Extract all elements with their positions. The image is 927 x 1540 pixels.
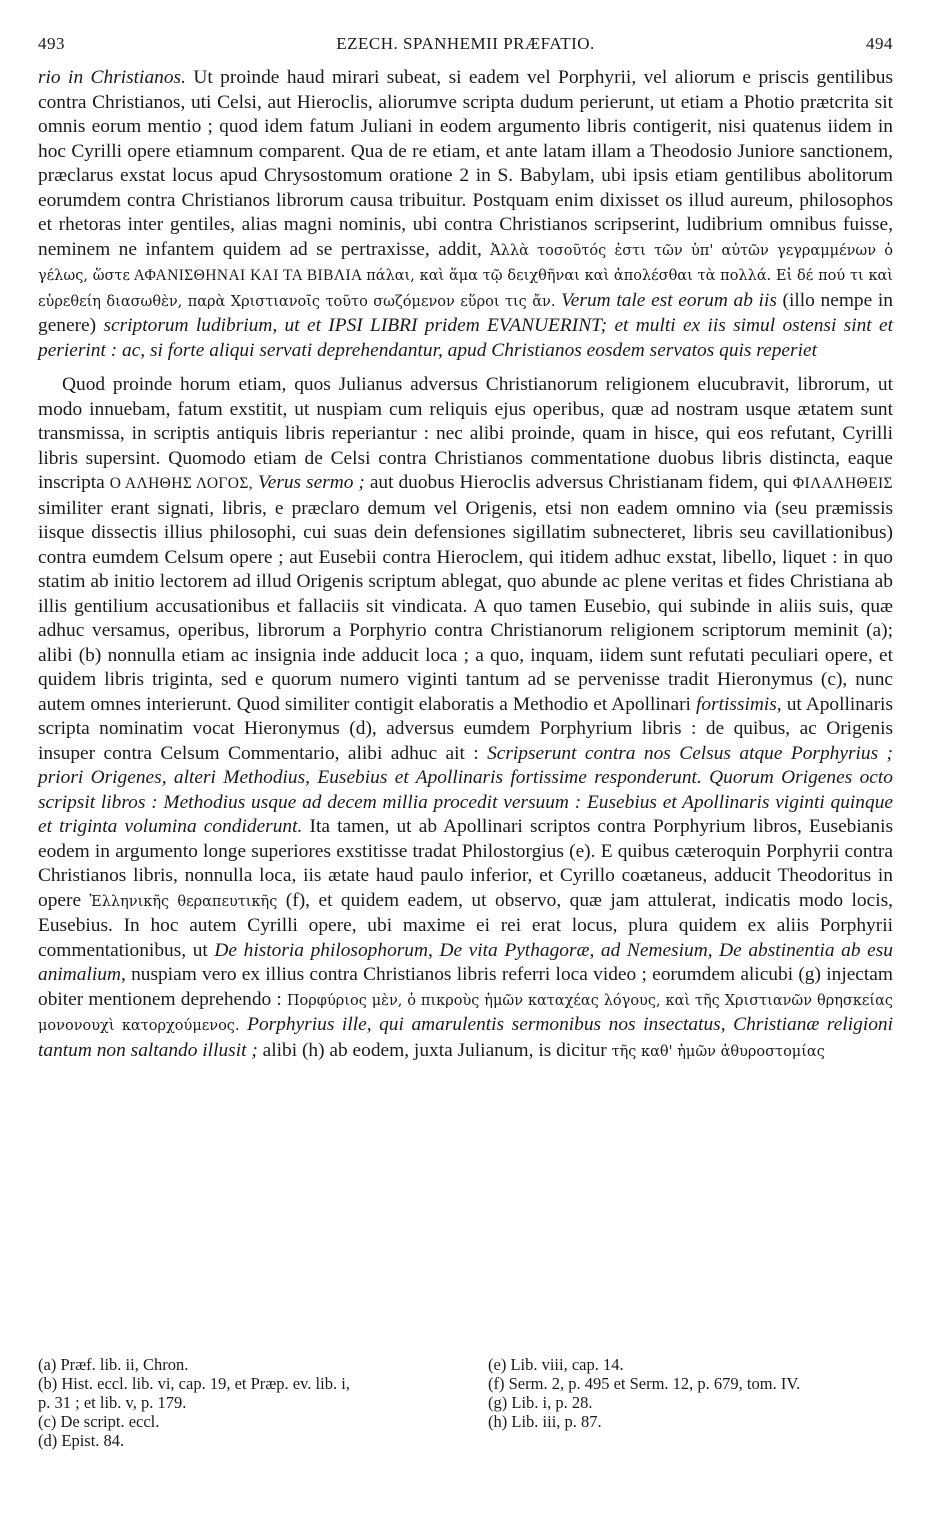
text-span: fortissimis, [695, 693, 782, 715]
footnote-e: (e) Lib. viii, cap. 14. [488, 1355, 624, 1374]
footnote-h: (h) Lib. iii, p. 87. [488, 1412, 602, 1431]
paragraph-1 [38, 66, 893, 363]
text-span: alibi (h) ab eodem, juxta Julianum, is dicitur [257, 1039, 612, 1061]
text-span: nuspiam vero ex illius contra Christianos libris referri loca video ; eorumdem alicubi (g) injectam obiter mentionem deprehendo : [38, 964, 893, 1010]
text-span: Verum tale est eorum ab iis [555, 289, 777, 311]
footnotes-left-column [38, 1355, 478, 1450]
footnote-f: (f) Serm. 2, p. 495 et Serm. 12, p. 679, tom. IV. [488, 1374, 801, 1393]
greek-quote: τῆς καθ' ἡμῶν ἀθυροστομίας [611, 1043, 825, 1060]
running-header [38, 30, 893, 58]
text-span: scriptorum ludibrium, ut et IPSI LIBRI pridem EVANUERINT; et multi ex iis simul ostensi sint et perierint : ac, si forte aliqui servati deprehendantur, apud Christianos eosdem servatos quis reperiet [38, 315, 893, 361]
paragraph-2 [38, 373, 893, 1064]
text-span: ut Apollinaris scripta nominatim vocat Hieronymus (d), adversus eumdem Porphyrium libris : de quibus, ac Origenis insuper contra Celsum Commentario, alibi adhuc ait : [38, 693, 893, 764]
greek-capitals: ΦΙΛΑΛΗΘΕΙΣ [792, 475, 893, 492]
greek-title: Ἑλληνικῆς θεραπευτικῆς [89, 893, 278, 910]
greek-quote: Ἀλλὰ τοσοῦτός ἐστι τῶν ὑπ' αὐτῶν γεγραμμένων ὁ γέλως, ὥστε [38, 242, 894, 284]
text-span: Quod proinde horum etiam, quos Julianus adversus Christianorum religionem elucubravit, librorum, ut modo innuebam, fatum exstitit, ut nuspiam cum reliquis ejus operibus, quæ ad nostram usque ætatem sunt transmissa, in scriptis antiquis libris reperiantur : nec alibi proinde, quam in hisce, qui eos refutant, Cyrilli libris supersint. Quomodo etiam de Celsi contra Christianos commentatione duobus libris distincta, eaque inscripta [38, 374, 893, 493]
greek-capitals: Ο ΑΛΗΘΗΣ ΛΟΓΟΣ, [109, 475, 254, 492]
footnote-b-continued: p. 31 ; et lib. v, p. 179. [38, 1393, 187, 1412]
footnotes-right-column [488, 1355, 893, 1431]
page-number-left: 493 [38, 34, 65, 53]
greek-capitals: ΑΦΑΝΙΣΘΗΝΑΙ ΚΑΙ ΤΑ ΒΙΒΛΙΑ [129, 267, 367, 284]
text-span: De historia philosophorum, De vita Pythagoræ, ad Nemesium, De abstinentia ab esu animalium, [38, 939, 893, 985]
text-span: (f), et quidem eadem, ut observo, quæ jam attulerat, indicatis modo locis, Eusebius. In hoc autem Cyrilli opere, ubi maxime ei rei erat locus, plura quidem ex aliis Porphyrii commentationibus, ut [38, 889, 893, 961]
greek-quote: πάλαι, καὶ ἅμα τῷ δειχθῆναι καὶ ἀπολέσθαι τὰ πολλά. Εἰ δέ πού τι καὶ εὑρεθείη διασωθὲν, παρὰ Χριστιανοῖς τοῦτο σωζόμενον εὕροι τις ἄν. [38, 268, 893, 310]
footnote-g: (g) Lib. i, p. 28. [488, 1393, 593, 1412]
quotation: Scripserunt contra nos Celsus atque Porphyrius ; priori Origenes, alteri Methodius, Eusebius et Apollinaris fortissime responderunt. Quorum Origenes octo scripsit libros : Methodius usque ad decem millia procedit versuum : Eusebius et Apollinaris viginti quinque et triginta volumina condiderunt. [38, 742, 893, 837]
text-span: similiter erant signati, libris, e præclaro demum vel Origenis, etsi non eadem omnino via (seu præmissis iisque dissectis illius philosophi, cui suas dein defensiones sigillatim subnecteret, libris seu cavillationibus) contra eumdem Celsum opere ; aut Eusebii contra Hieroclem, qui itidem adhuc exstat, libello, liquet : in quo statim ab initio lectorem ad illud Origenis scriptum ablegat, quo abunde ac plene veritas et fides Christiana ab illis gentilium accusationibus et fallaciis sit vindicata. A quo tamen Eusebio, qui subinde in aliis suis, quæ adhuc versamus, operibus, librorum a Porphyrio contra Christianorum religionem scriptorum meminit (a); alibi (b) nonnulla etiam ac insignia inde adducit loca ; a quo, inquam, iidem sunt refutati peculiari opere, et quidem libris triginta, sed e quorum numero viginti tantum ad se pervenisse tradit Hieronymus (c), nunc autem omnes interierunt. Quod similiter contigit elaboratis a Methodio et Apollinari [38, 497, 893, 715]
text-span: aut duobus Hieroclis adversus Christianam fidem, qui [364, 472, 793, 493]
footnote-a: (a) Præf. lib. ii, Chron. [38, 1355, 189, 1374]
footnote-c: (c) De script. eccl. [38, 1412, 160, 1431]
page-number-right: 494 [866, 34, 893, 53]
text-span: Ita tamen, ut ab Apollinari scriptos contra Porphyrium libros, Eusebianis eodem in argumento longe superiores exstitisse tradat Philostorgius (e). E quibus cæteroquin Porphyrii contra Christianos libris, nonnulla loca, iis ætate haud paulo inferior, et Cyrillo coætaneus, adducit Theodoritus in opere [38, 816, 893, 911]
text-span: Ut proinde haud mirari subeat, si eadem vel Porphyrii, vel aliorum e priscis gentilibus contra Christianos, uti Celsi, aut Hieroclis, aliorumve scripta dudum perierunt, ut etiam a Photio prætcrita sit omnis eorum mentio ; quod idem fatum Juliani in eodem argumento libris contigerit, nisi quatenus iidem in hoc Cyrilli opere etiamnum comparent. Qua de re etiam, et ante latam illam a Theodosio Juniore sanctionem, præclarus exstat locus apud Chrysostomum oratione 2 in S. Babylam, ubi ipsis etiam gentilibus abolitorum eorumdem contra Christianos librorum causa tribuitur. Postquam enim dixisset os illud aureum, philosophos et rhetoras inter gentiles, alias magni nominis, ubi contra Christianos scripserint, ludibrium omnibus fuisse, neminem ne infantem quidem ad se pertraxisse, addit, [38, 67, 894, 260]
text-span: (illo nempe in genere) [38, 289, 893, 336]
translation: Porphyrius ille, qui amarulentis sermonibus nos insectatus, Christianæ religioni tantum non saltando illusit ; [38, 1014, 893, 1061]
page [38, 30, 894, 1450]
text-span: rio in Christianos. [38, 67, 186, 88]
text-span: Verus sermo ; [253, 472, 365, 493]
footnote-b: (b) Hist. eccl. lib. vi, cap. 19, et Præp. ev. lib. i, [38, 1374, 350, 1393]
running-title: EZECH. SPANHEMII PRÆFATIO. [336, 34, 595, 53]
footnote-d: (d) Epist. 84. [38, 1431, 125, 1450]
greek-quote: Πορφύριος μὲν, ὁ πικροὺς ἡμῶν καταχέας λόγους, καὶ τῆς Χριστιανῶν θρησκείας μονονουχὶ κατορχούμενος. [38, 992, 893, 1034]
